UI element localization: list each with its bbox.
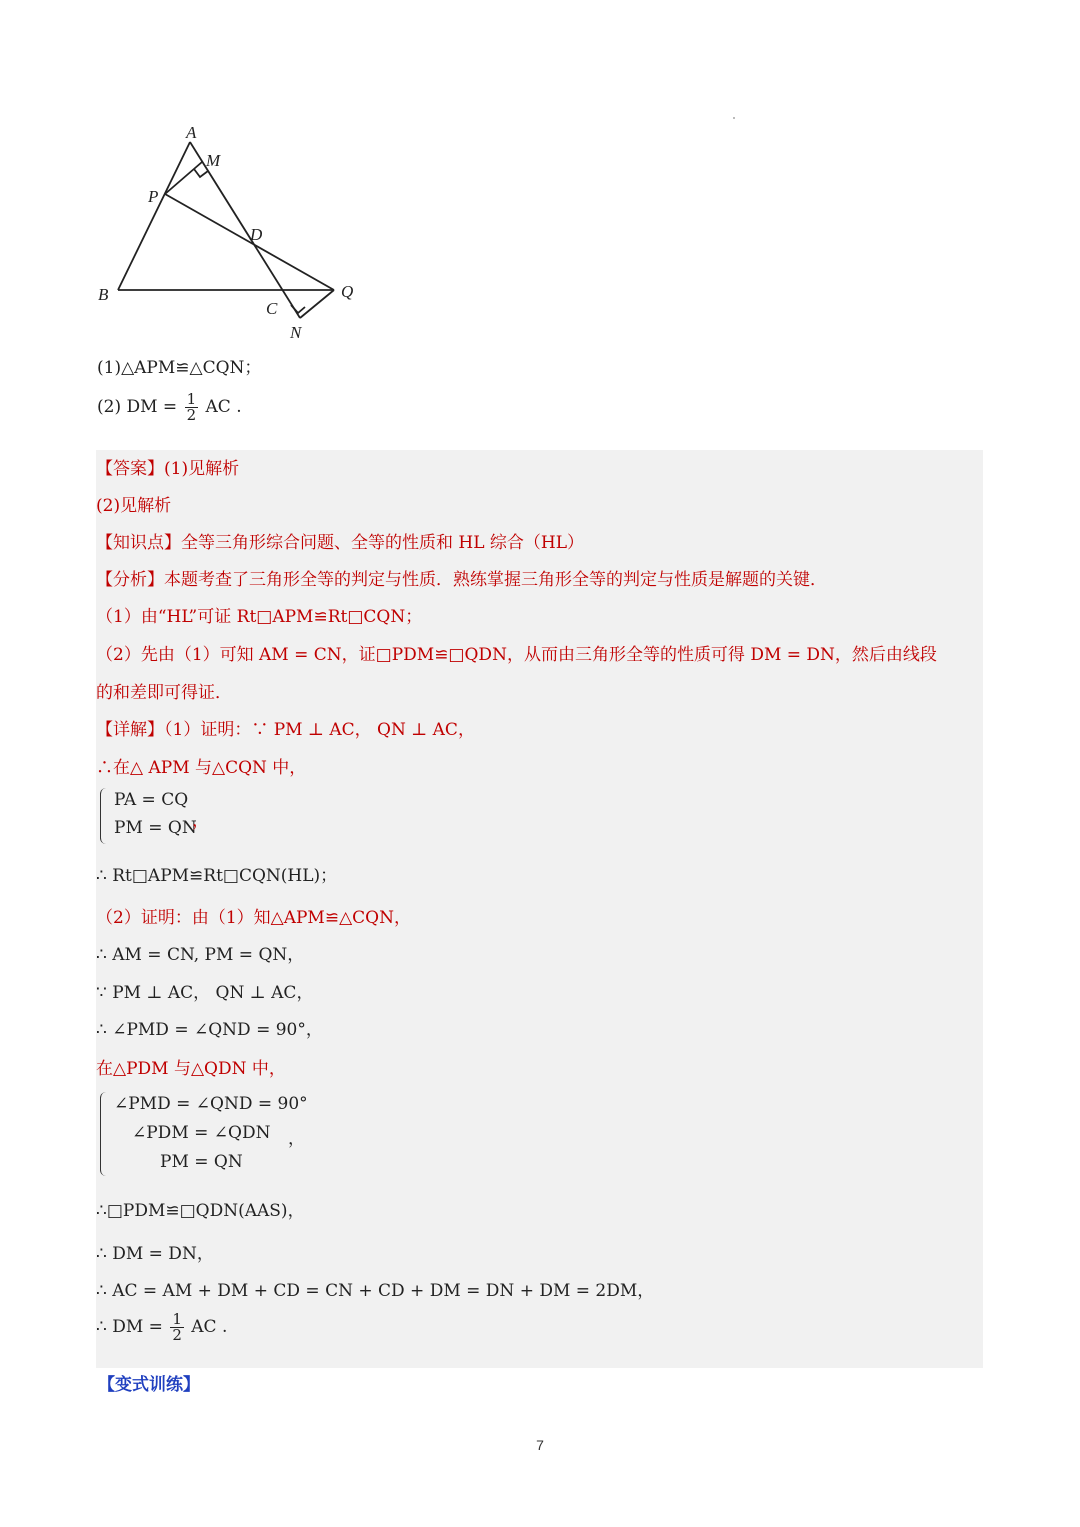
segment-PM — [165, 162, 202, 194]
knowledge-line — [96, 528, 584, 553]
knowledge-text: 全等三角形综合问题、全等的性质和 HL 综合（HL） — [181, 533, 585, 553]
sys2-row: PM = QN — [160, 1152, 243, 1172]
analysis-label: 【分析】 — [96, 570, 164, 590]
sys2-row: ∠PDM = ∠QDN — [132, 1123, 271, 1143]
final-fraction — [170, 1312, 184, 1343]
part2-2: ∴ AM = CN, PM = QN， — [96, 945, 305, 965]
question-1: (1)△APM≌△CQN； — [97, 358, 262, 378]
sys1-row: PM = QN — [114, 818, 197, 838]
answer-line — [96, 454, 239, 479]
final-suffix: AC . — [191, 1317, 228, 1337]
q2-suffix: AC . — [205, 397, 242, 417]
answer-1: (1)见解析 — [164, 459, 240, 479]
detail-1: （1）证明：∵ PM ⊥ AC， QN ⊥ AC， — [164, 720, 475, 740]
brace-bar — [100, 788, 109, 844]
segment-QN — [300, 290, 334, 318]
analysis-1: （1）由“HL”可证 Rt□APM≌Rt□CQN； — [96, 607, 423, 627]
frac-den: 2 — [172, 1326, 182, 1344]
part2-5: 在△PDM 与△QDN 中， — [96, 1059, 286, 1079]
speck — [733, 117, 735, 119]
answer-2: (2)见解析 — [96, 496, 172, 516]
sys1-tail: ， — [192, 811, 209, 831]
conclusion-1: ∴ Rt□APM≌Rt□CQN(HL)； — [96, 866, 338, 886]
q2-prefix: (2) DM = — [97, 397, 178, 417]
label-N: N — [290, 323, 302, 342]
analysis-3: 的和差即可得证． — [96, 683, 232, 703]
system-1 — [100, 788, 220, 844]
analysis-text: 本题考查了三角形全等的判定与性质．熟练掌握三角形全等的判定与性质是解题的关键． — [164, 570, 827, 590]
triangle-diagram — [90, 122, 370, 352]
label-C: C — [266, 299, 278, 318]
label-A: A — [186, 123, 197, 142]
answer-block — [96, 450, 983, 1368]
analysis-2: （2）先由（1）可知 AM = CN，证□PDM≌□QDN，从而由三角形全等的性质可得 DM = DN，然后由线段 — [96, 645, 937, 665]
sys2-tail: ， — [288, 1129, 305, 1149]
question-2 — [97, 392, 242, 423]
part2-8: ∴ AC = AM + DM + CD = CN + CD + DM = DN + DM = 2DM， — [96, 1281, 655, 1301]
answer-label: 【答案】 — [96, 459, 164, 479]
frac-den: 2 — [186, 406, 197, 424]
page-number: 7 — [536, 1437, 544, 1453]
part2-1: （2）证明：由（1）知△APM≌△CQN， — [96, 908, 411, 928]
analysis-line — [96, 565, 827, 590]
detail-line — [96, 715, 475, 740]
right-angle-N — [291, 305, 305, 313]
label-M: M — [206, 151, 221, 170]
brace-bar — [100, 1092, 109, 1176]
sys1-row: PA = CQ — [114, 790, 189, 810]
final-line — [96, 1312, 227, 1343]
geometry-figure — [90, 122, 370, 352]
sys2-row: ∠PMD = ∠QND = 90° — [114, 1094, 308, 1114]
system-2 — [100, 1092, 320, 1176]
final-prefix: ∴ DM = — [96, 1317, 163, 1337]
detail-2: ∴在△ APM 与△CQN 中， — [96, 758, 307, 778]
detail-label: 【详解】 — [96, 720, 164, 740]
part2-4: ∴ ∠PMD = ∠QND = 90°， — [96, 1020, 323, 1040]
label-B: B — [98, 285, 109, 304]
label-P: P — [148, 187, 159, 206]
right-angle-M — [194, 169, 208, 177]
frac-num: 1 — [172, 1310, 182, 1328]
label-D: D — [250, 225, 263, 244]
knowledge-label: 【知识点】 — [96, 533, 181, 553]
variant-training-heading: 【变式训练】 — [98, 1375, 200, 1395]
part2-3: ∵ PM ⊥ AC， QN ⊥ AC， — [96, 983, 314, 1003]
label-Q: Q — [341, 282, 354, 301]
segment-AB — [118, 142, 190, 290]
part2-6: ∴□PDM≌□QDN(AAS)， — [96, 1201, 305, 1221]
fraction-half — [185, 392, 199, 423]
part2-7: ∴ DM = DN， — [96, 1244, 214, 1264]
frac-num: 1 — [186, 390, 197, 408]
